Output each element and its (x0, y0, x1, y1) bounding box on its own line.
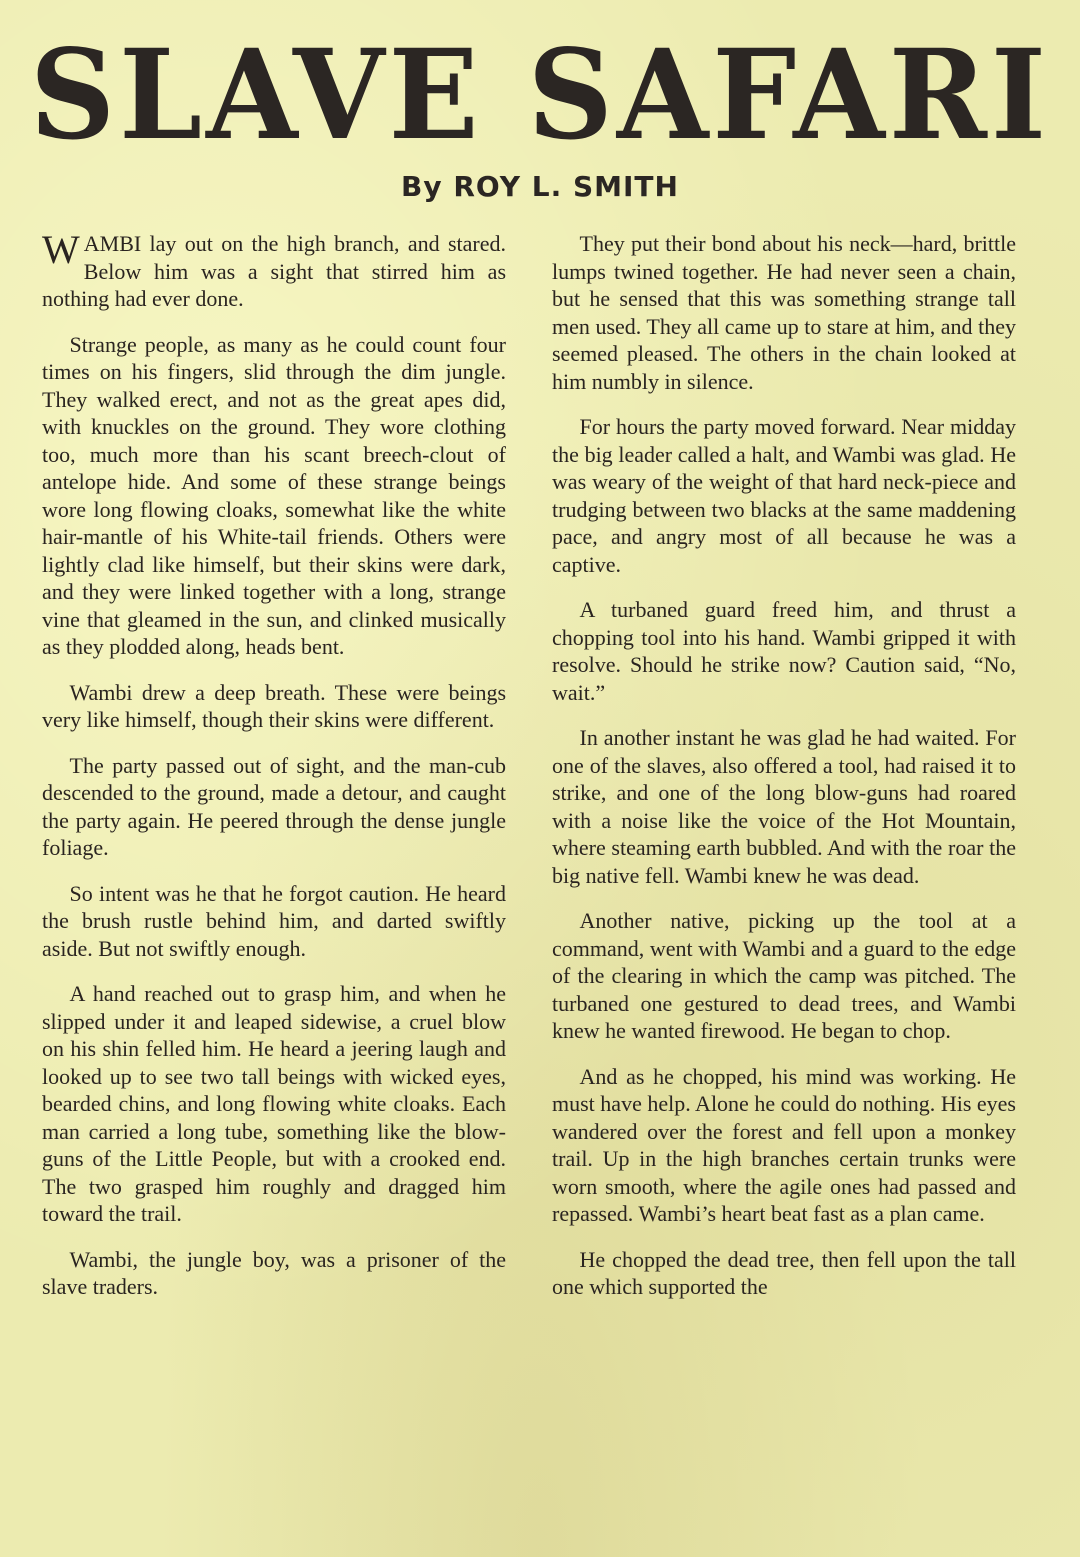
paragraph: In another instant he was glad he had waited. For one of the slaves, also offered a tool, had raised it to strike, and one of the long blow-guns had roared with a noise like the voice of the Hot Mountain, where steaming earth bubbled. And with the roar the big native fell. Wambi knew he was dead. (552, 725, 1016, 888)
opening-paragraph (42, 227, 506, 313)
paragraph: For hours the party moved forward. Near midday the big leader called a halt, and Wambi was glad. He was weary of the weight of that hard neck-piece and trudging between two blacks at the same maddening pace, and angry most of all because he was a captive. (552, 414, 1016, 577)
paragraph: A hand reached out to grasp him, and when he slipped under it and leaped sidewise, a cruel blow on his shin felled him. He heard a jeering laugh and looked up to see two tall beings with wicked eyes, bearded chins, and long flowing white cloaks. Each man carried a long tube, something like the blow-guns of the Little People, but with a crooked end. The two grasped him roughly and dragged him toward the trail. (42, 981, 506, 1226)
paragraph: He chopped the dead tree, then fell upon the tall one which supported the (552, 1246, 1016, 1299)
paragraph: They put their bond about his neck—hard, brittle lumps twined together. He had never seen a chain, but he sensed that this was something strange tall men used. They all came up to stare at him, and they seemed pleased. The others in the chain looked at him numbly in silence. (552, 231, 1016, 394)
paragraph: So intent was he that he forgot caution. He heard the brush rustle behind him, and darted swiftly aside. But not swiftly enough. (42, 880, 506, 961)
left-column (42, 227, 506, 1319)
paragraph: A turbaned guard freed him, and thrust a chopping tool into his hand. Wambi gripped it with resolve. Should he strike now? Caution said, “No, wait.” (552, 597, 1016, 705)
paragraph: And as he chopped, his mind was working. He must have help. Alone he could do nothing. His eyes wandered over the forest and fell upon a monkey trail. Up in the high branches certain trunks were worn smooth, where the agile ones had passed and repassed. Wambi’s heart beat fast as a plan came. (552, 1063, 1016, 1226)
author-byline: By ROY L. SMITH (401, 170, 679, 203)
paragraph: Wambi drew a deep breath. These were beings very like himself, though their skins were different. (42, 679, 506, 732)
paragraph: The party passed out of sight, and the man-cub descended to the ground, made a detour, and caught the party again. He peered through the dense jungle foliage. (42, 752, 506, 860)
opening-word-rest: AMBI (83, 231, 142, 256)
paragraph: Strange people, as many as he could count four times on his fingers, slid through the dim jungle. They walked erect, and not as the great apes did, with knuckles on the ground. They wore clothing too, much more than his scant breech-clout of antelope hide. And some of these strange beings wore long flowing cloaks, somewhat like the white hair-mantle of his White-tail friends. Others were lightly clad like himself, but their skins were dark, and they were linked together with a long, strange vine that gleamed in the sun, and clinked musically as they plodded along, heads bent. (42, 331, 506, 659)
paragraph: Wambi, the jungle boy, was a prisoner of the slave traders. (42, 1246, 506, 1299)
paragraph: Another native, picking up the tool at a command, went with Wambi and a guard to the edge of the clearing in which the camp was pitched. The turbaned one gestured to dead trees, and Wambi knew he wanted firewood. He began to chop. (552, 908, 1016, 1043)
drop-cap: W (42, 227, 80, 272)
right-column (552, 230, 1016, 1319)
opening-paragraph-text: lay out on the high branch, and stared. Below him was a sight that stirred him as nothing had ever done. (42, 231, 506, 311)
story-title: SLAVE SAFARI (29, 21, 1051, 168)
